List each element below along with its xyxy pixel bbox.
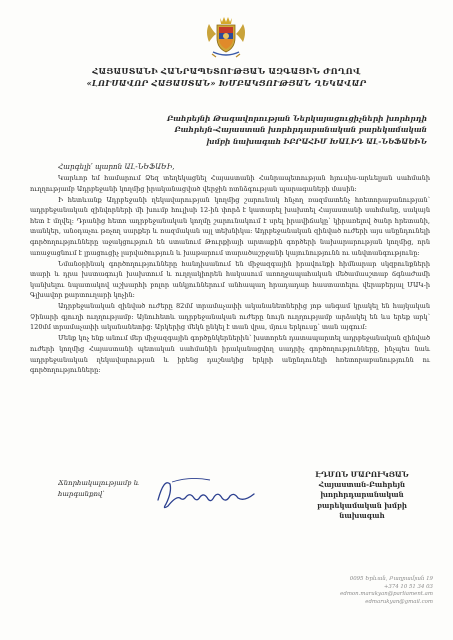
body-paragraph: Ադրբեջանական զինված ուժերը 82մմ տրամաչափի ականանետներից յոթ անգամ կրակել են հայկական Չինարի գյուղի ուղղությամբ: Այնուհետև ադրբեջանական ուժերը նույն ուղղությամբ արձակել են ևս երեք արկ՝ 120մմ տրամաչափի ականանետից: Արկերից մեկն ընկել է տան վրա, մյուս երկուսը՝ տան այգում: bbox=[30, 302, 430, 332]
signer-title: խորհրդարանական bbox=[320, 490, 404, 500]
body-paragraph: Կարևոր եմ համարում Ձեզ տեղեկացնել Հայաստանի Հանրապետության հյուսիս-արևելյան սահմանի ուղղությամբ Ադրբեջանի կողմից իրականացված վերջին ոտնձգության պարագաների մասին: bbox=[30, 174, 430, 193]
salutation: Հարգելի՛ պարոն ԱԼ-ՆԵՖԱԵԻ, bbox=[58, 162, 175, 171]
addressee-line: խմբի նախագահ ԻԲՐԱՀԻՄ ԽԱԼԻԴ ԱԼ-ՆԵՖԱԵԻՆ bbox=[206, 136, 427, 146]
body-paragraph: Նմանօրինակ գործողությունները հանդիսանում են միջազգային իրավունքի հիմնարար սկզբունքների տարի և դրա խստագույն խախտում և ուղղակիորեն հակասում առողջապահական մեծամասշտաբ ճգնաժամի կանխելու նպատակով աշխարհի բոլոր անկյուններում անհապաղ հրադադար հաստատելու վերաբերյալ ՄԱԿ-ի Գլխավոր քարտուղարի կոչին: bbox=[30, 259, 430, 300]
footer-email: edmon.marukyan@parliament.am bbox=[340, 591, 433, 598]
letter-body bbox=[30, 173, 430, 376]
footer-address: 0095 Երևան, Բաղրամյան 19 bbox=[349, 576, 433, 582]
body-paragraph: Ի հետևանք Ադրբեջանի ղեկավարության կողմից շարունակ հնչող ռազմատենչ հռետորաբանության՝ ադրբեջանական զինվորների մի խումբ հուլիսի 12-ին փորձ է կատարել խախտել Հայաստանի սահմանը, սակայն հետ է մղվել: Դրանից հետո ադրբեջանական կողմը շարունակում է սրել իրավիճակը՝ կիրառելով ծանր հրետանի, տանկեր, անօդաչու թռչող սարքեր և ռազմական այլ տեխնիկա: Ադրբեջանական զինված ուժերի այս անընդունելի գործողությունները աջակցություն են ստանում Թուրքիայի արտաքին գործերի նախարարության կողմից, որն առաջացնում է լրացուցիչ լարվածություն և խաթարում տարածաշրջանի կայունությունն ու անվտանգությունը: bbox=[30, 195, 430, 257]
footer-phone: +374 10 51 34 03 bbox=[383, 583, 433, 590]
contact-footer bbox=[323, 576, 433, 606]
signer-title: նախագահ bbox=[339, 510, 385, 520]
organization-name: ՀԱՅԱՍՏԱՆԻ ՀԱՆՐԱՊԵՏՈՒԹՅԱՆ ԱԶԳԱՅԻՆ ԺՈՂՈՎ bbox=[92, 66, 361, 76]
signer-title: Հայաստան-Բահրեյն bbox=[318, 480, 406, 490]
faction-leader-title: «ԼՈՒՍԱՎՈՐ ՀԱՅԱՍՏԱՆ» ԽՄԲԱԿՑՈՒԹՅԱՆ ՂԵԿԱՎԱՐ bbox=[86, 78, 367, 88]
addressee-block bbox=[127, 113, 427, 147]
signer-block bbox=[302, 470, 422, 521]
signer-title: բարեկամական խմբի bbox=[317, 500, 407, 510]
addressee-line: Բահրեյնի Թագավորության Ներկայացուցիչների խորհրդի bbox=[166, 114, 427, 123]
armenian-coat-of-arms-icon bbox=[203, 14, 249, 60]
body-paragraph: Մենք կոչ ենք անում մեր միջազգային գործընկերներին՝ խստորեն դատապարտել ադրբեջանական զինված ուժերի կողմից Հայաստանի պետական սահմանին իրականացվող սադրիչ գործողությունները, ինչպես նաև ադրբեջանական ղեկավարության և իրենց դաշնակից երկրի անընդունելի հռետորաբանությունն ու գործողությունները: bbox=[30, 334, 431, 375]
closing-block bbox=[58, 478, 139, 499]
signer-name: ԷԴՄՈՆ ՄԱՐՈՒԿՅԱՆ bbox=[315, 470, 409, 479]
closing-line: Ճնորհակալությամբ և bbox=[58, 479, 140, 487]
addressee-line: Բահրեյն-Հայաստան խորհրդարանական բարեկամական bbox=[174, 125, 427, 135]
handwritten-signature bbox=[150, 470, 270, 516]
closing-line: հարգանքով՝ bbox=[58, 489, 105, 498]
footer-email: edmarukyan@gmail.com bbox=[365, 598, 433, 605]
